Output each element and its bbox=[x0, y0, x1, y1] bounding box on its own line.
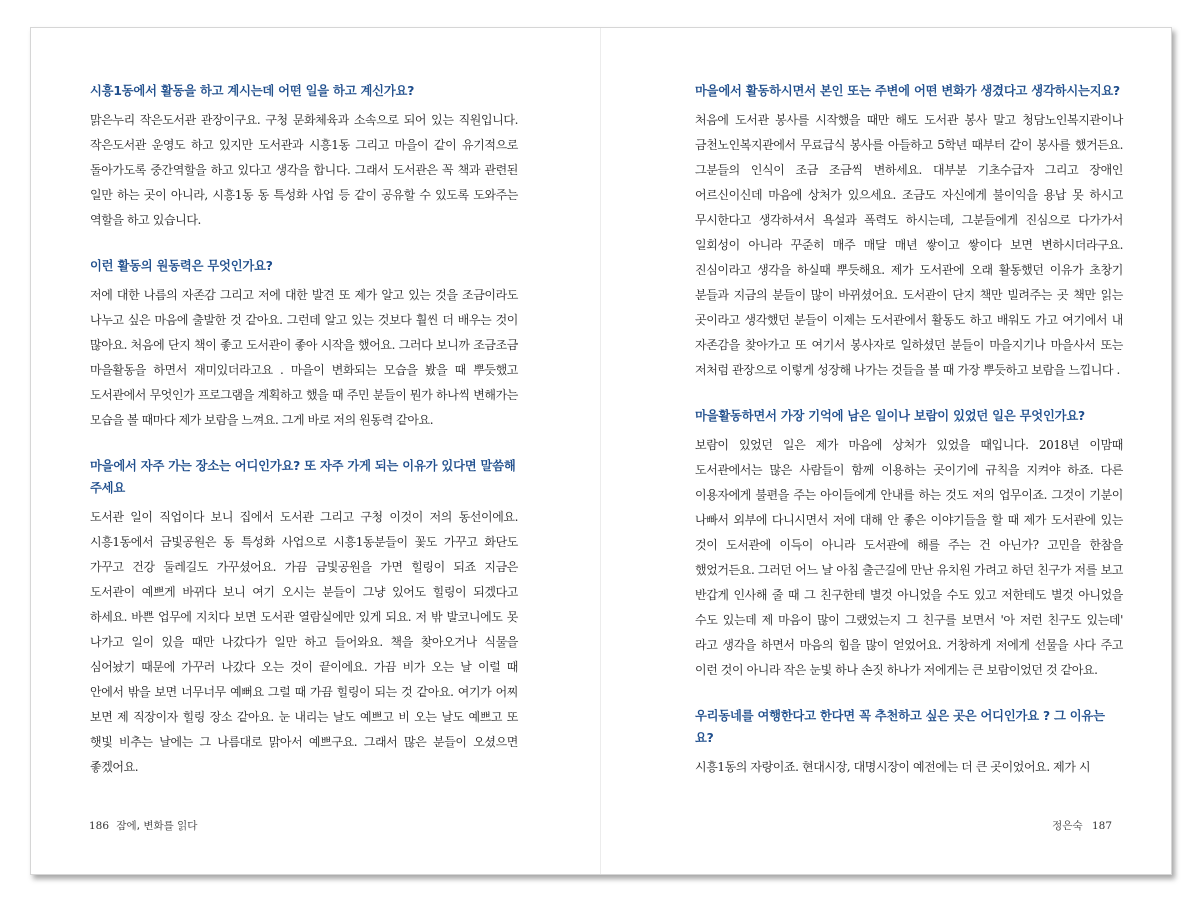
answer-paragraph: 저에 대한 나름의 자존감 그리고 저에 대한 발견 또 제가 알고 있는 것을 조금이라도 나누고 싶은 마음에 출발한 것 같아요. 그런데 알고 있는 것보다 훨씬 더 배우는 것이 많아요. 처음에 단지 책이 좋고 도서관이 좋아 시작을 했어요. 그러다 보니까 조금조금 마을활동을 하면서 재미있더라고요 . 마을이 변화되는 모습을 봤을 때 뿌듯했고 도서관에서 무엇인가 프로그램을 계획하고 했을 때 주민 분들이 뭔가 하나씩 변해가는 모습을 볼 때마다 제가 보람을 느껴요. 그게 바로 저의 원동력 같아요. bbox=[90, 288, 518, 427]
running-author: 정은숙 bbox=[1052, 820, 1083, 832]
question-heading: 이런 활동의 원동력은 무엇인가요? bbox=[90, 259, 273, 273]
answer-paragraph: 처음에 도서관 봉사를 시작했을 때만 해도 도서관 봉사 말고 청담노인복지관이나 금천노인복지관에서 무료급식 봉사를 아들하고 5학년 때부터 같이 봉사를 했거든요. 그분들의 인식이 조금 조금씩 변하세요. 대부분 기초수급자 그리고 장애인 어르신이신데 마음에 상처가 있으세요. 조금도 자신에게 불이익을 용납 못 하시고 무시한다고 생각하셔서 욕설과 폭력도 하시는데, 그분들에게 진심으로 다가가서 일회성이 아니라 꾸준히 매주 매달 매년 쌓이고 쌓이다 보면 변하시더라구요. 진심이라고 생각을 하실때 뿌듯해요. 제가 도서관에 오래 활동했던 이유가 초창기 분들과 지금의 분들이 많이 바뀌셨어요. 도서관이 단지 책만 빌려주는 곳 책만 읽는 곳이라고 생각했던 분들이 이제는 도서관에서 활동도 하고 배워도 가고 여기에서 내 자존감을 찾아가고 또 여기서 봉사자로 일하셨던 분들이 마을지기나 마을사서 또는 저처럼 관장으로 이렇게 성장해 나가는 것들을 볼 때 가장 뿌듯하고 보람을 느낍니다 . bbox=[695, 113, 1123, 377]
left-page bbox=[90, 80, 518, 802]
answer-paragraph: 도서관 일이 직업이다 보니 집에서 도서관 그리고 구청 이것이 저의 동선이에요. 시흥1동에서 금빛공원은 동 특성화 사업으로 시흥1동분들이 꽃도 가꾸고 화단도 가꾸고 건강 둘레길도 가꾸셨어요. 가끔 금빛공원을 가면 힐링이 되죠 지금은 도서관이 예쁘게 바뀌다 보니 여기 오시는 분들이 그냥 있어도 힐링이 되겠다고 하세요. 바쁜 업무에 지치다 보면 도서관 열람실에만 있게 되요. 저 밖 발코니에도 못 나가고 일이 있을 때만 나갔다가 일만 하고 들어와요. 책을 찾아오거나 식물을 심어놨기 때문에 가꾸러 나갔다 오는 것이 끝이에요. 가끔 비가 오는 날 이럴 때 안에서 밖을 보면 너무너무 예뻐요 그럴 때 가끔 힐링이 되는 것 같아요. 여기가 어찌 보면 제 직장이자 힐링 장소 같아요. 눈 내리는 날도 예쁘고 비 오는 날도 예쁘고 또 햇빛 비추는 날에는 그 나름대로 맑아서 예쁘구요. 그래서 많은 분들이 오셨으면 좋겠어요. bbox=[90, 510, 518, 774]
book-spine bbox=[600, 28, 601, 874]
qa-block bbox=[695, 705, 1123, 780]
left-page-footer bbox=[89, 818, 197, 833]
qa-block bbox=[695, 80, 1123, 383]
page-number: 186 bbox=[89, 820, 110, 832]
question-heading: 시흥1동에서 활동을 하고 계시는데 어떤 일을 하고 계신가요? bbox=[90, 84, 415, 98]
page-number: 187 bbox=[1091, 820, 1112, 832]
answer-paragraph: 시흥1동의 자랑이죠. 현대시장, 대명시장이 예전에는 더 큰 곳이었어요. 제가 시 bbox=[695, 760, 1091, 774]
right-page bbox=[695, 80, 1123, 802]
question-heading: 마을에서 자주 가는 장소는 어디인가요? 또 자주 가게 되는 이유가 있다면 말씀해 주세요 bbox=[90, 459, 516, 495]
book-spread bbox=[30, 27, 1172, 875]
answer-paragraph: 보람이 있었던 일은 제가 마음에 상처가 있었을 때입니다. 2018년 이맘때 도서관에서는 많은 사람들이 함께 이용하는 곳이기에 규칙을 지켜야 하죠. 다른 이용자에게 불편을 주는 아이들에게 안내를 하는 것도 저의 업무이죠. 그것이 기분이 나빠서 외부에 다니시면서 저에 대해 안 좋은 이야기들을 할 때 제가 도서관에 있는 것이 도서관에 이득이 아니라 도서관에 해를 주는 건 아닌가? 고민을 한참을 했었거든요. 그러던 어느 날 아침 출근길에 만난 유치원 가려고 하던 친구가 저를 보고 반갑게 인사해 줄 때 그 친구한테 별것 아니었을 수도 있고 저한테도 별것 아니었을 수도 있는데 제 마음이 많이 그랬었는지 그 친구를 보면서 '아 저런 친구도 있는데' 라고 생각을 하면서 마음의 힘을 많이 얻었어요. 거창하게 저에게 선물을 사다 주고 이런 것이 아니라 작은 눈빛 하나 손짓 하나가 저에게는 큰 보람이었던 것 같아요. bbox=[695, 438, 1123, 677]
question-heading: 마을에서 활동하시면서 본인 또는 주변에 어떤 변화가 생겼다고 생각하시는지요? bbox=[695, 84, 1120, 98]
qa-block bbox=[90, 255, 518, 433]
answer-paragraph: 맑은누리 작은도서관 관장이구요. 구청 문화체육과 소속으로 되어 있는 직원입니다. 작은도서관 운영도 하고 있지만 도서관과 시흥1동 그리고 마을이 같이 유기적으로 돌아가도록 중간역할을 하고 있다고 생각을 합니다. 그래서 도서관은 꼭 책과 관련된 일만 하는 곳이 아니라, 시흥1동 동 특성화 사업 등 같이 공유할 수 있도록 도와주는 역할을 하고 있습니다. bbox=[90, 113, 518, 227]
question-heading: 마을활동하면서 가장 기억에 남은 일이나 보람이 있었던 일은 무엇인가요? bbox=[695, 409, 1085, 423]
running-title: 잠에, 변화를 읽다 bbox=[116, 820, 198, 832]
question-heading: 우리동네를 여행한다고 한다면 꼭 추천하고 싶은 곳은 어디인가요 ? 그 이유는요? bbox=[695, 709, 1105, 745]
qa-block bbox=[90, 80, 518, 233]
qa-block bbox=[90, 455, 518, 780]
qa-block bbox=[695, 405, 1123, 683]
right-page-footer bbox=[1052, 818, 1112, 833]
